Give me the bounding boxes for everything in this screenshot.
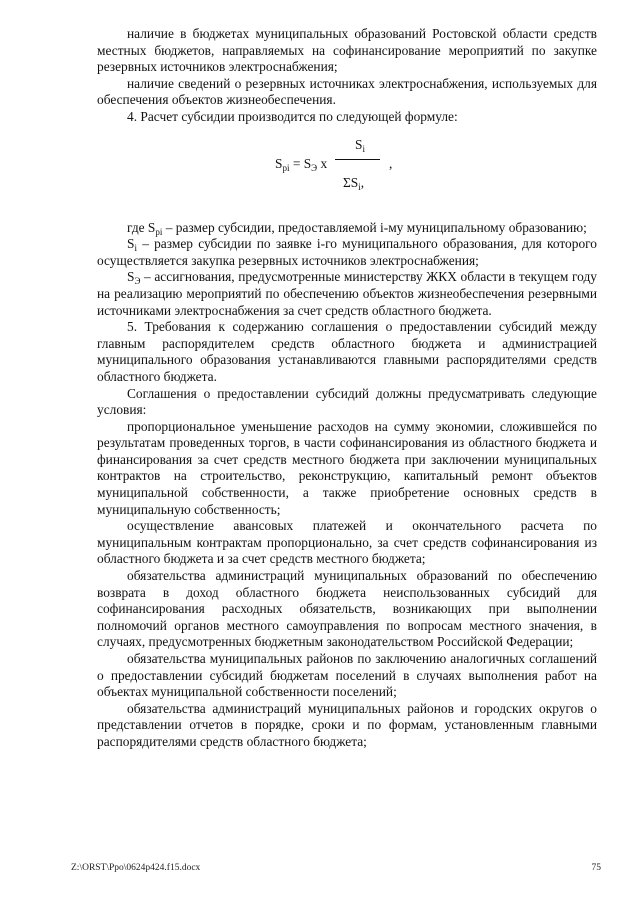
paragraph: наличие сведений о резервных источниках электроснабжения, используемых для обеспечения объектов жизнеобеспечения. bbox=[97, 75, 597, 108]
subsidy-formula bbox=[97, 132, 597, 210]
paragraph: 4. Расчет субсидии производится по следующей формуле: bbox=[127, 108, 458, 124]
fraction-bar bbox=[335, 159, 380, 160]
paragraph: осуществление авансовых платежей и окончательного расчета по муниципальным контрактам пропорционально, за счет средств софинансирования из областного бюджета и за счет средств местного бюджета; bbox=[97, 518, 597, 567]
formula-comma: , bbox=[389, 155, 393, 171]
definition-se: $S_Э$ – ассигнования, предусмотренные министерству ЖКХ области в текущем году на реализацию мероприятий по обеспечению объектов жизнеобеспечения резервными источниками электроснабжения за счет средств областного бюджета. bbox=[97, 269, 597, 318]
definition-spi: где $S_{pi}$ – размер субсидии, предоставляемой i-му муниципальному образованию; bbox=[127, 219, 587, 237]
page-number: 75 bbox=[591, 863, 601, 873]
formula-denominator: $\Sigma S_i$, bbox=[343, 174, 365, 192]
paragraph: Соглашения о предоставлении субсидий должны предусматривать следующие условия: bbox=[97, 385, 597, 418]
paragraph: пропорциональное уменьшение расходов на сумму экономии, сложившейся по результатам проведенных торгов, в части софинансирования из областного бюджета и финансирования за счет средств местного бюджета при заключении муниципальных контрактов на строительство, реконструкцию, капитальный ремонт объектов муниципальной собственности, а также приобретение основных средств в муниципальную собственность; bbox=[97, 418, 597, 517]
definition-si: $S_i$ – размер субсидии по заявке i-го муниципального образования, для которого осуществляется закупка резервных источников электроснабжения; bbox=[97, 236, 597, 268]
formula-numerator: $S_i$ bbox=[355, 136, 365, 154]
formula-lhs: $S_{pi} = S_Э$ х bbox=[275, 155, 328, 173]
paragraph: обязательства муниципальных районов по заключению аналогичных соглашений о предоставлении субсидий бюджетам поселений в случаях выполнения работ на объектах муниципальной собственности поселений; bbox=[97, 651, 597, 700]
file-path: Z:\ORST\Ppo\0624p424.f15.docx bbox=[71, 863, 201, 873]
paragraph: наличие в бюджетах муниципальных образований Ростовской области средств местных бюджетов, направляемых на софинансирование мероприятий по закупке резервных источников электроснабжения; bbox=[97, 26, 597, 75]
paragraph: 5. Требования к содержанию соглашения о предоставлении субсидий между главным распорядителем средств областного бюджета и администрацией муниципального образования устанавливаются главными распорядителями средств областного бюджета. bbox=[97, 319, 597, 384]
paragraph: обязательства администраций муниципальных образований по обеспечению возврата в доход областного бюджета неиспользованных субсидий для софинансирования расходных обязательств, возникающих при выполнении полномочий органов местного самоуправления по вопросам местного значения, в случаях, предусмотренных бюджетным законодательством Российской Федерации; bbox=[97, 568, 597, 650]
body-text bbox=[97, 26, 597, 751]
paragraph: обязательства администраций муниципальных районов и городских округов о представлении отчетов в порядке, сроки и по формам, установленным главными распорядителями средств областного бюджета; bbox=[97, 700, 597, 749]
